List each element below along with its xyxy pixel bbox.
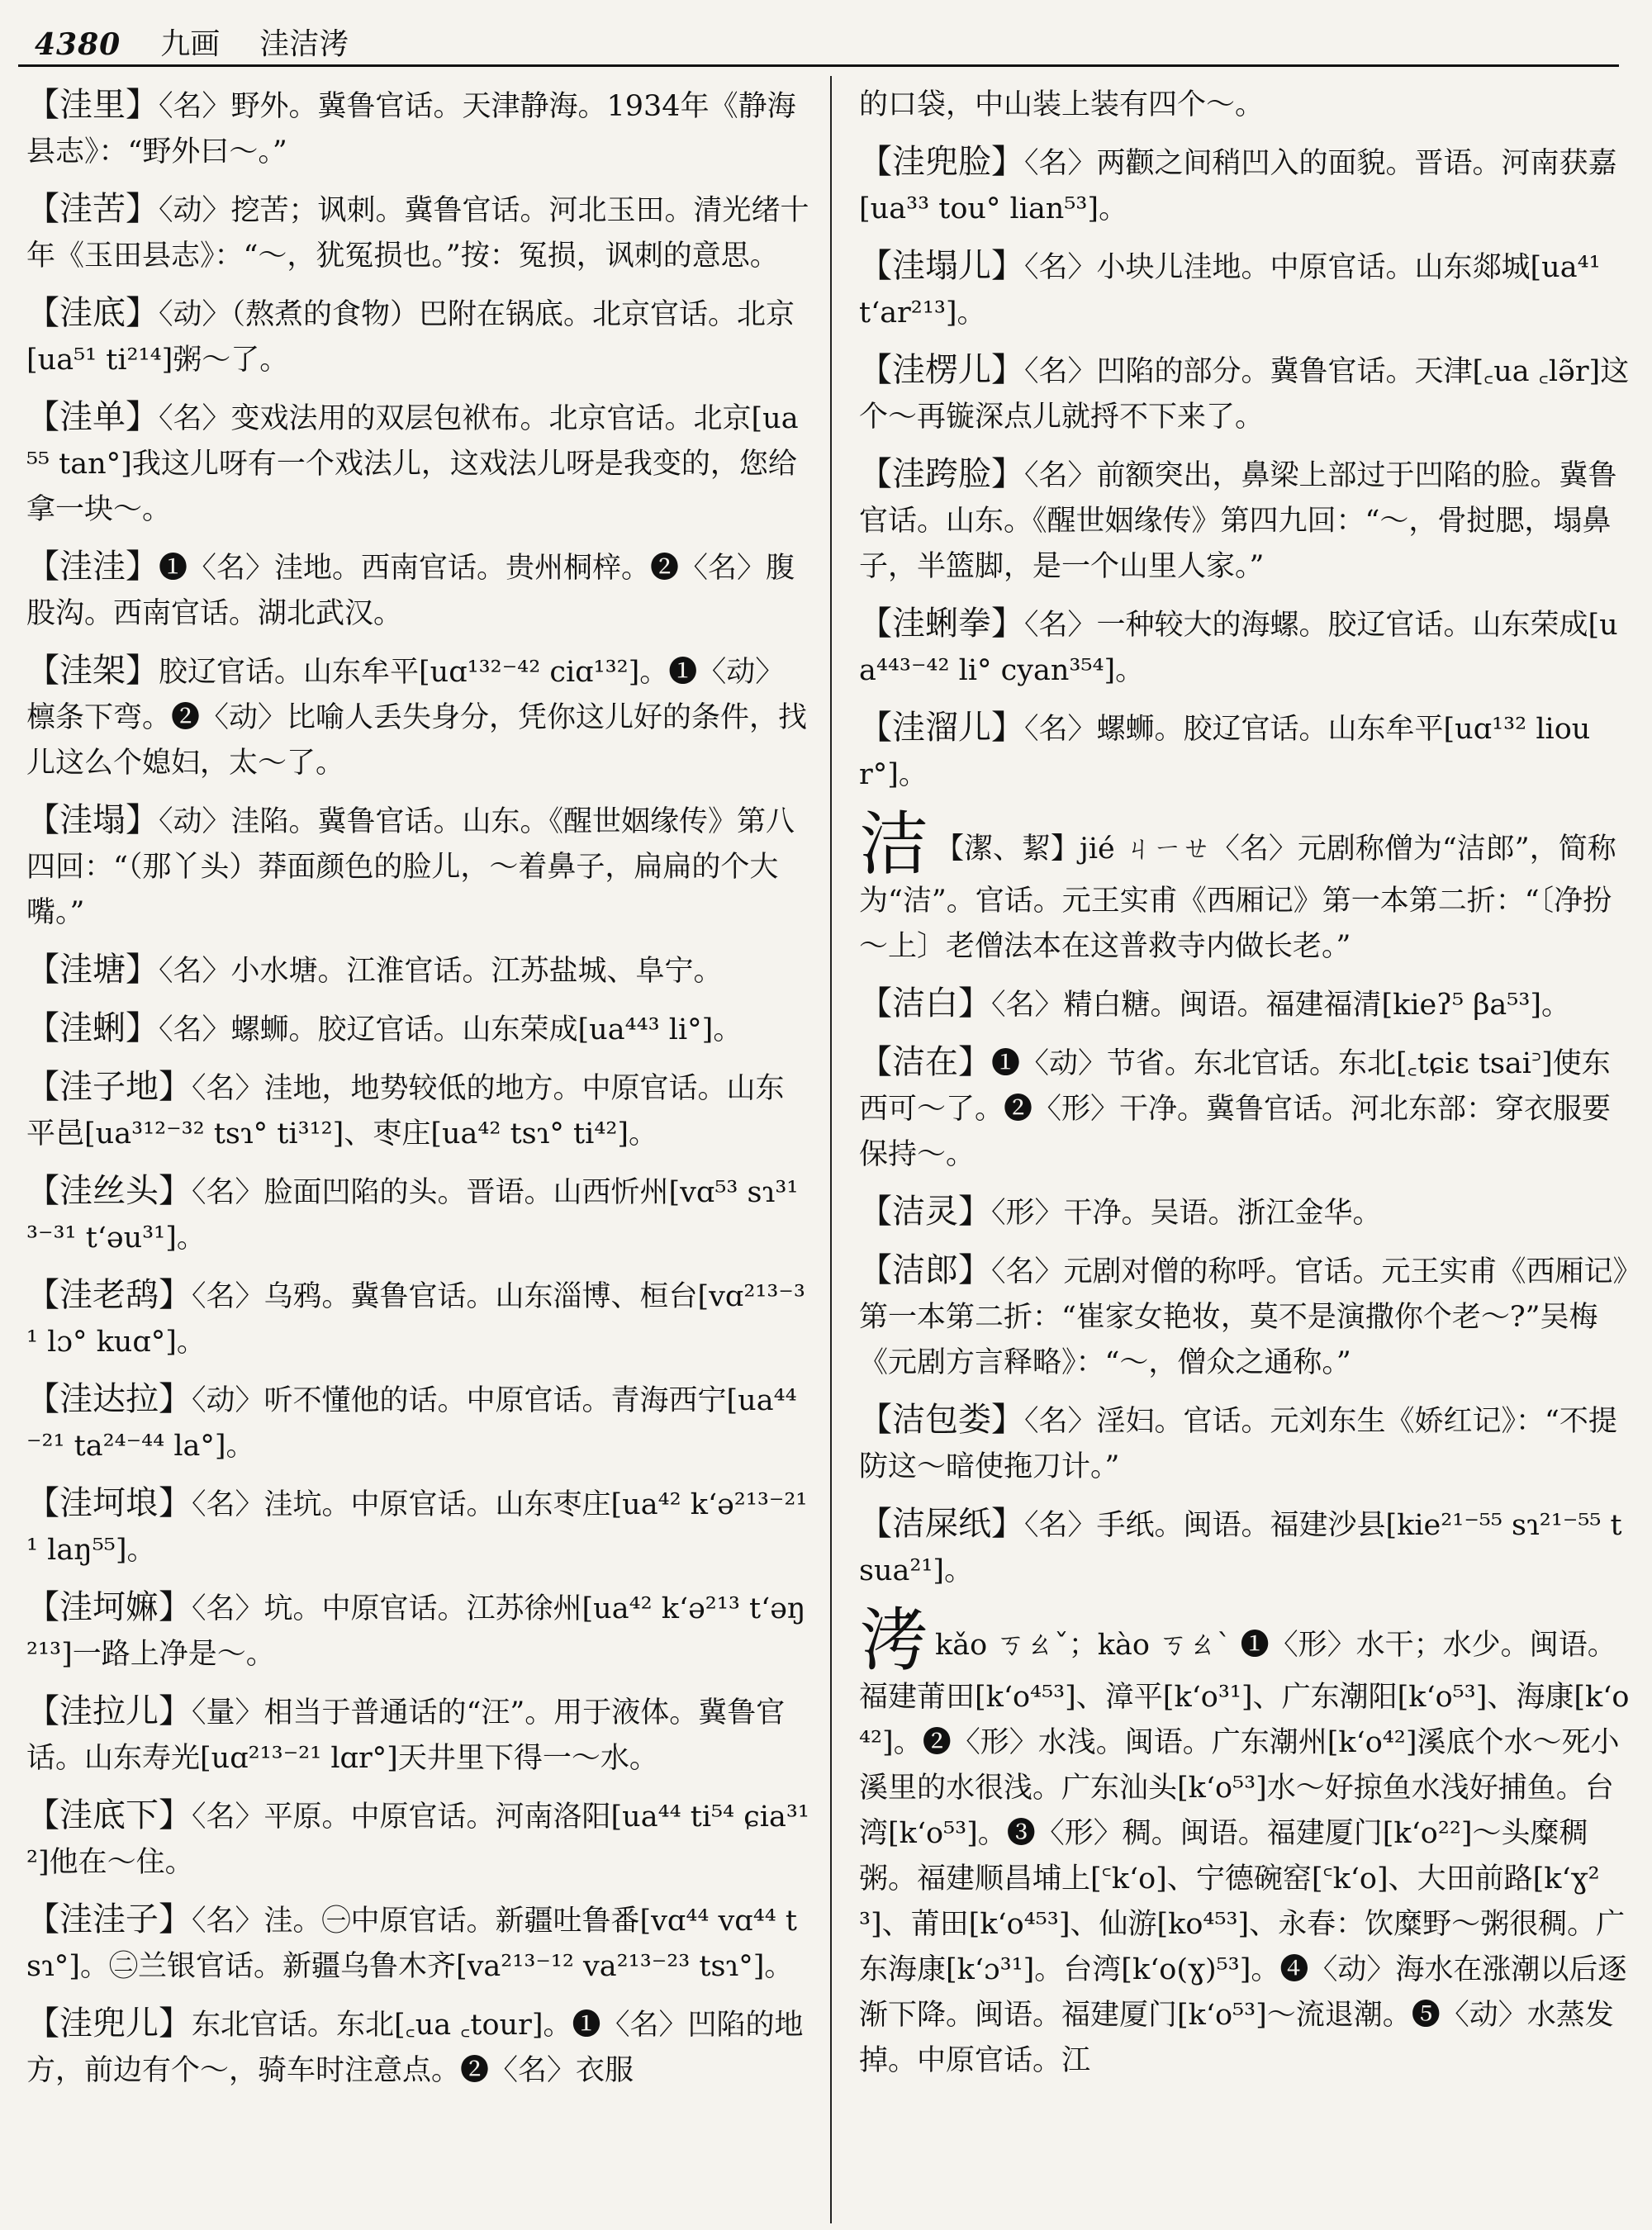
entry-definition: 〈动〉挖苦；讽刺。冀鲁官话。河北玉田。清光绪十年《玉田县志》：“～，犹冤损也。”按：冤损，讽刺的意思。 (26, 194, 809, 273)
entry (26, 1377, 809, 1469)
entry (26, 798, 809, 936)
entry-headword: 【洼坷埌】 (26, 1484, 192, 1522)
entry-headword: 【洁灵】 (859, 1193, 991, 1231)
entry-definition: 〈形〉干净。吴语。浙江金华。 (991, 1197, 1382, 1230)
entry (859, 1248, 1634, 1386)
entry-definition: 胶辽官话。山东牟平[uɑ¹³²⁻⁴² ciɑ¹³²]。❶〈动〉檩条下弯。❷〈动〉比喻人丢失身分，凭你这儿好的条件，找儿这么个媳妇，太～了。 (26, 656, 808, 780)
entry-headword: 【洼塌儿】 (859, 247, 1024, 285)
entry-headword: 【洁在】 (859, 1043, 991, 1081)
entry (859, 1397, 1634, 1490)
entry-definition: 〈名〉一种较大的海螺。胶辽官话。山东荣成[ua⁴⁴³⁻⁴² li° cyan³⁵⁴]。 (859, 609, 1618, 687)
entry-definition: 〈名〉洼地，地势较低的地方。中原官话。山东平邑[ua³¹²⁻³² tsɿ° ti³¹²]、枣庄[ua⁴² tsɿ° ti⁴²]。 (26, 1072, 785, 1151)
entry-definition: 〈名〉前额突出，鼻梁上部过于凹陷的脸。冀鲁官话。山东。《醒世姻缘传》第四九回：“～，骨挝腮，塌鼻子，半篮脚，是一个山里人家。” (859, 459, 1617, 583)
entry-definition: 〈名〉变戏法用的双层包袱布。北京官话。北京[ua⁵⁵ tan°]我这儿呀有一个戏法儿，这戏法儿呀是我变的，您给拿一块～。 (26, 402, 799, 526)
entry (859, 705, 1634, 798)
column-divider (830, 76, 832, 2223)
entry (859, 1189, 1634, 1236)
entry-definition: 〈名〉凹陷的部分。冀鲁官话。天津[꜀ua ꜀lə̃r]这个～再镟深点儿就捋不下来了。 (859, 355, 1630, 434)
entry-definition: 〈名〉乌鸦。冀鲁官话。山东淄博、桓台[vɑ²¹³⁻³¹ lɔ° kuɑ°]。 (26, 1280, 805, 1359)
entry (26, 1065, 809, 1157)
entry-definition: 〈名〉坑。中原官话。江苏徐州[ua⁴² k‘ə²¹³ t‘əŋ²¹³]一路上净是～。 (26, 1592, 806, 1671)
entry (26, 1897, 809, 1990)
entry (26, 648, 809, 786)
entry-headword: 【洼达拉】 (26, 1380, 192, 1418)
entry-headword: 【洁屎纸】 (859, 1505, 1024, 1543)
entry-headword: 【洼兜儿】 (26, 2005, 192, 2043)
entry-definition: 〈名〉洼。㊀中原官话。新疆吐鲁番[vɑ⁴⁴ vɑ⁴⁴ tsɿ°]。㊁兰银官话。新疆乌鲁木齐[va²¹³⁻¹² va²¹³⁻²³ tsɿ°]。 (26, 1905, 797, 1983)
entry-headword: 【洼老鸹】 (26, 1276, 192, 1314)
entry-headword: 【洁白】 (859, 985, 991, 1022)
entry (26, 1585, 809, 1677)
entry-headword: 【洼蜊】 (26, 1009, 159, 1047)
entry-definition: 〈名〉平原。中原官话。河南洛阳[ua⁴⁴ ti⁵⁴ ɕia³¹²]他在～住。 (26, 1801, 809, 1879)
entry-headword: 【洁郎】 (859, 1251, 991, 1289)
entry (859, 981, 1634, 1028)
entry-continuation: 的口袋，中山装上装有四个～。 (859, 88, 1265, 121)
entry (26, 395, 809, 533)
entry-headword: 【洼里】 (26, 86, 159, 124)
head-character-entry (859, 804, 1634, 970)
entry-definition: 〈名〉野外。冀鲁官话。天津静海。1934年《静海县志》：“野外曰～。” (26, 90, 796, 168)
entry-headword: 【洼拉儿】 (26, 1692, 192, 1730)
entry (859, 1502, 1634, 1594)
entry (859, 348, 1634, 440)
entry-definition: 〈名〉淫妇。官话。元刘东生《娇红记》：“不提防这～暗使拖刀计。” (859, 1405, 1617, 1483)
entry-definition: 东北官话。东北[꜀ua ꜀tour]。❶〈名〉凹陷的地方，前边有个～，骑车时注意点。❷〈名〉衣服 (26, 2009, 804, 2087)
entry-definition: 〈名〉螺蛳。胶辽官话。山东荣成[ua⁴⁴³ li°]。 (159, 1013, 743, 1046)
entry-definition: 〈名〉手纸。闽语。福建沙县[kie²¹⁻⁵⁵ sɿ²¹⁻⁵⁵ tsua²¹]。 (859, 1509, 1622, 1587)
entry (859, 244, 1634, 336)
entry-definition: 〈名〉脸面凹陷的头。晋语。山西忻州[vɑ⁵³ sɿ³¹³⁻³¹ t‘əu³¹]。 (26, 1176, 799, 1255)
entry (26, 1689, 809, 1782)
entry-definition: 〈名〉小块儿洼地。中原官话。山东郯城[ua⁴¹ t‘ar²¹³]。 (859, 251, 1601, 330)
entry-definition: 〈动〉听不懂他的话。中原官话。青海西宁[ua⁴⁴⁻²¹ ta²⁴⁻⁴⁴ la°]。 (26, 1384, 797, 1463)
left-column (26, 83, 809, 2222)
entry (26, 83, 809, 175)
entry-headword: 【洼溜儿】 (859, 709, 1024, 747)
entry (26, 1169, 809, 1261)
entry (26, 947, 809, 994)
entry-headword: 【洼洼子】 (26, 1900, 192, 1938)
entry (26, 2001, 809, 2094)
entry (859, 1040, 1634, 1178)
entry-headword: 【洼丝头】 (26, 1172, 192, 1210)
page-number: 4380 (35, 27, 121, 62)
entry-definition: ❶〈动〉节省。东北官话。东北[꜀tɕiɛ tsai꜄]使东西可～了。❷〈形〉干净。冀鲁官话。河北东部：穿衣服要保持～。 (859, 1047, 1612, 1171)
entry-definition: 〈名〉螺蛳。胶辽官话。山东牟平[uɑ¹³² liour°]。 (859, 713, 1591, 791)
entry-headword: 【洼单】 (26, 398, 159, 436)
entry-headword: 【洁包娄】 (859, 1401, 1024, 1439)
entry-headword: 【洼架】 (26, 652, 159, 690)
entry (859, 601, 1634, 694)
entry-definition: 〈量〉相当于普通话的“汪”。用于液体。冀鲁官话。山东寿光[uɑ²¹³⁻²¹ lɑr°]天井里下得一～水。 (26, 1696, 786, 1775)
head-character-entry (859, 1600, 1634, 2084)
entry-definition: 〈动〉洼陷。冀鲁官话。山东。《醒世姻缘传》第八四回：“（那丫头）莽面颜色的脸儿，～着鼻子，扁扁的个大嘴。” (26, 805, 795, 929)
entry-headword: 【洼底下】 (26, 1796, 192, 1834)
entry-headword: 【洼子地】 (26, 1068, 192, 1106)
entry-headword: 【洼塘】 (26, 951, 159, 989)
entry-headword: 【洼坷嫲】 (26, 1588, 192, 1626)
entry-definition: ❶〈名〉洼地。西南官话。贵州桐梓。❷〈名〉腹股沟。西南官话。湖北武汉。 (26, 552, 795, 630)
entry-definition: 〈名〉两颧之间稍凹入的面貌。晋语。河南获嘉[ua³³ tou° lian⁵³]。 (859, 147, 1617, 225)
entry-headword: 【洼兜脸】 (859, 143, 1024, 181)
entry (26, 544, 809, 637)
entry (26, 291, 809, 383)
entry-definition: 〈动〉（熬煮的食物）巴附在锅底。北京官话。北京[ua⁵¹ ti²¹⁴]粥～了。 (26, 298, 795, 377)
entry-headword: 【洼蜊拳】 (859, 605, 1024, 643)
entry-definition: 〈名〉小水塘。江淮官话。江苏盐城、阜宁。 (159, 955, 723, 988)
right-column (859, 83, 1634, 2222)
entry (26, 1793, 809, 1886)
entry (26, 1006, 809, 1053)
header-chars: 洼洁洘 (259, 27, 349, 61)
entry (859, 452, 1634, 590)
page-header (35, 18, 1621, 62)
entry (26, 1273, 809, 1365)
entry (26, 1481, 809, 1573)
entry-definition: 〈名〉精白糖。闽语。福建福清[kieʔ⁵ βa⁵³]。 (991, 989, 1571, 1022)
head-character-definition: kǎo ㄎㄠˇ；kào ㄎㄠˋ ❶〈形〉水干；水少。闽语。福建莆田[k‘o⁴⁵³]、漳平[k‘o³¹]、广东潮阳[k‘o⁵³]、海康[k‘o⁴²]。❷〈形〉水浅。闽语。广东潮州[k‘o⁴²]溪底个水～死小溪里的水很浅。广东汕头[k‘o⁵³]水～好掠鱼水浅好捕鱼。台湾[k‘o⁵³]。❸〈形〉稠。闽语。福建厦门[k‘o²²]～头糜稠粥。福建顺昌埔上[꜂k‘o]、宁德碗窑[꜂k‘o]、大田前路[k‘ɣ²³]、莆田[k‘o⁴⁵³]、仙游[ko⁴⁵³]、永春：饮糜野～粥很稠。广东海康[k‘ɔ³¹]。台湾[k‘o(ɣ)⁵³]。❹〈动〉海水在涨潮以后逐渐下降。闽语。福建厦门[k‘o⁵³]～流退潮。❺〈动〉水蒸发掉。中原官话。江 (859, 1629, 1630, 2077)
entry-headword: 【洼塌】 (26, 801, 159, 839)
entry-headword: 【洼底】 (26, 294, 159, 332)
head-character: 洁 (859, 804, 929, 885)
section-label: 九画 (160, 27, 221, 61)
header-rule (18, 64, 1619, 67)
entry-headword: 【洼楞儿】 (859, 351, 1024, 389)
entry-headword: 【洼跨脸】 (859, 455, 1024, 493)
entry (859, 140, 1634, 232)
entry-headword: 【洼苦】 (26, 190, 159, 228)
entry-definition: 〈名〉洼坑。中原官话。山东枣庄[ua⁴² k‘ə²¹³⁻²¹¹ laŋ⁵⁵]。 (26, 1488, 808, 1567)
entry-definition: 〈名〉元剧对僧的称呼。官话。元王实甫《西厢记》第一本第二折：“崔家女艳妆，莫不是演撒你个老～?”吴梅《元剧方言释略》：“～，僧众之通称。” (859, 1255, 1628, 1379)
entry-headword: 【洼洼】 (26, 548, 159, 586)
entry (26, 187, 809, 279)
head-character-definition: 【潔、絜】jié ㄐㄧㄝ〈名〉元剧称僧为“洁郎”，简称为“洁”。官话。元王实甫《西厢记》第一本第二折：“〔净扮～上〕老僧法本在这普救寺内做长老。” (859, 833, 1616, 963)
head-character: 洘 (859, 1600, 929, 1681)
